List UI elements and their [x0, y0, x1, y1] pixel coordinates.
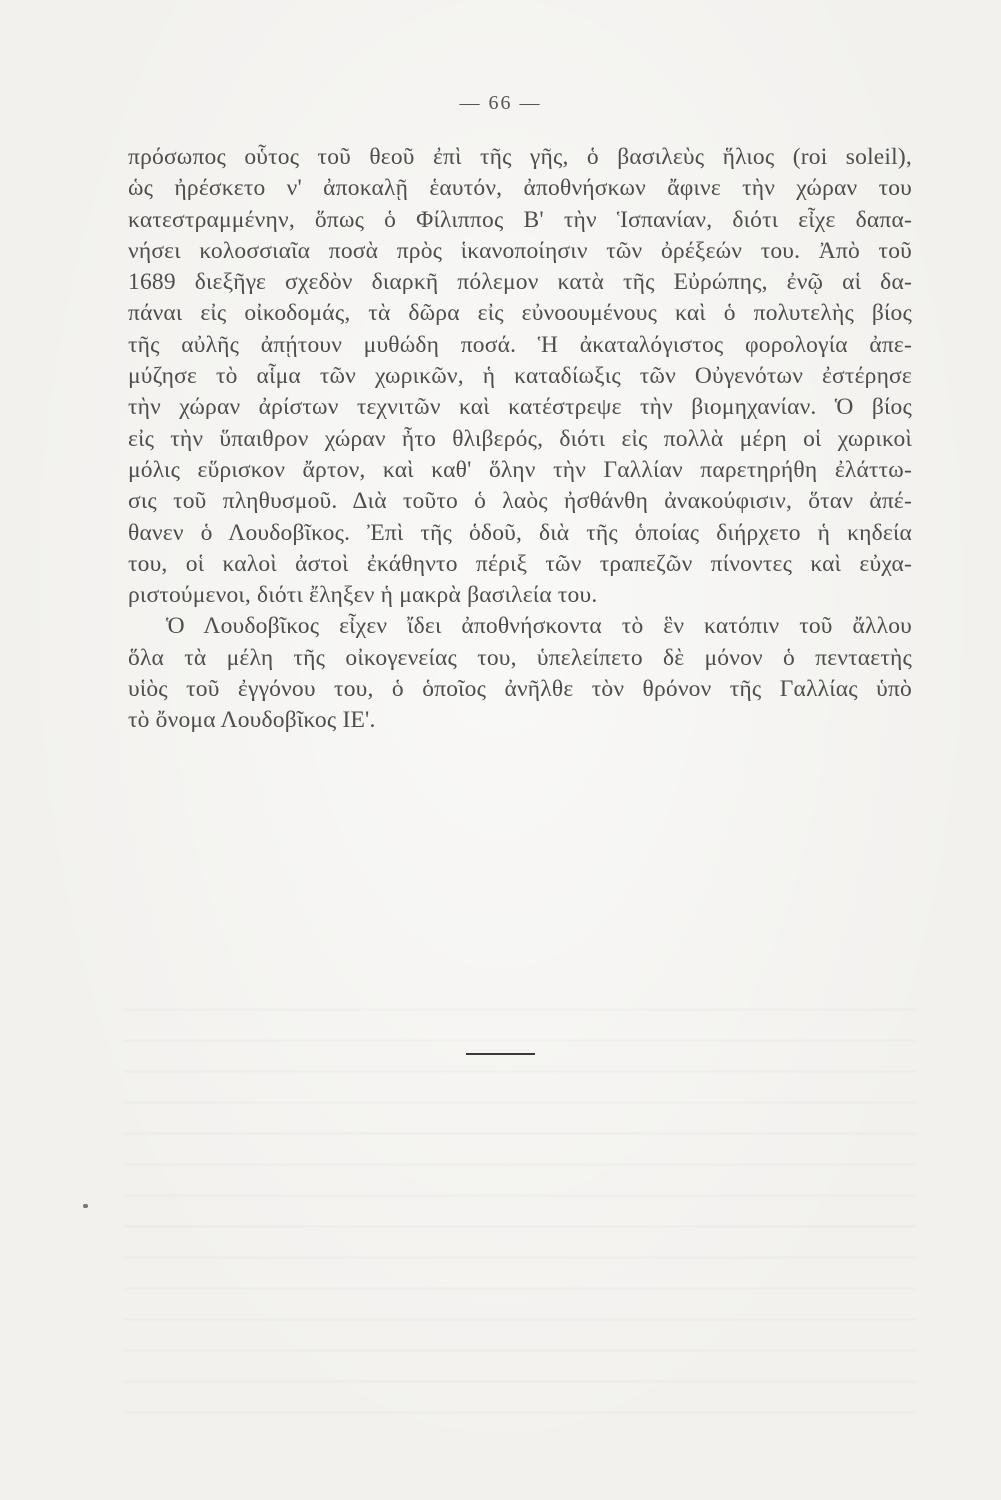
text-line: πάναι εἰς οἰκοδομάς, τὰ δῶρα εἰς εὐνοουμένους καὶ ὁ πολυτελὴς βίος	[128, 300, 912, 327]
text-line: ριστούμενοι, διότι ἔληξεν ἡ μακρὰ βασιλεία του.	[128, 582, 598, 609]
text-line: ὅλα τὰ μέλη τῆς οἰκογενείας του, ὑπελείπετο δὲ μόνον ὁ πενταετὴς	[128, 644, 912, 671]
section-divider	[466, 1053, 535, 1055]
show-through-text	[125, 990, 915, 1430]
text-line: ὡς ἠρέσκετο ν' ἀποκαλῇ ἑαυτόν, ἀποθνήσκων ἄφινε τὴν χώραν του	[128, 175, 912, 202]
page-number: — 66 —	[459, 92, 542, 114]
text-line: μόλις εὕρισκον ἄρτον, καὶ καθ' ὅλην τὴν Γαλλίαν παρετηρήθη ἐλάττω-	[128, 456, 912, 483]
text-line: νήσει κολοσσιαῖα ποσὰ πρὸς ἱκανοποίησιν τῶν ὀρέξεών του. Ἀπὸ τοῦ	[128, 237, 912, 264]
text-line: θανεν ὁ Λουδοβῖκος. Ἐπὶ τῆς ὁδοῦ, διὰ τῆς ὁποίας διήρχετο ἡ κηδεία	[128, 519, 912, 546]
text-line: 1689 διεξῆγε σχεδὸν διαρκῆ πόλεμον κατὰ τῆς Εὐρώπης, ἐνῷ αἱ δα-	[128, 269, 912, 296]
text-line: τὴν χώραν ἀρίστων τεχνιτῶν καὶ κατέστρεψε τὴν βιομηχανίαν. Ὁ βίος	[128, 394, 912, 421]
text-line: τὸ ὄνομα Λουδοβῖκος ΙΕ'.	[128, 707, 376, 734]
text-line: μύζησε τὸ αἷμα τῶν χωρικῶν, ἡ καταδίωξις τῶν Οὐγενότων ἐστέρησε	[128, 363, 912, 390]
text-line: σις τοῦ πληθυσμοῦ. Διὰ τοῦτο ὁ λαὸς ἠσθάνθη ἀνακούφισιν, ὅταν ἀπέ-	[128, 488, 912, 515]
text-line: Ὁ Λουδοβῖκος εἶχεν ἴδει ἀποθνήσκοντα τὸ ἓν κατόπιν τοῦ ἄλλου	[166, 613, 912, 640]
text-line: του, οἱ καλοὶ ἀστοὶ ἐκάθηντο πέριξ τῶν τραπεζῶν πίνοντες καὶ εὐχα-	[128, 550, 912, 577]
text-line: εἰς τὴν ὕπαιθρον χώραν ἦτο θλιβερός, διότι εἰς πολλὰ μέρη οἱ χωρικοὶ	[128, 425, 912, 452]
text-line: τῆς αὐλῆς ἀπῄτουν μυθώδη ποσά. Ἡ ἀκαταλόγιστος φορολογία ἀπε-	[128, 331, 912, 358]
body-text	[128, 142, 912, 737]
text-line: κατεστραμμένην, ὅπως ὁ Φίλιππος Β' τὴν Ἱσπανίαν, διότι εἶχε δαπα-	[128, 206, 912, 233]
text-line: υἱὸς τοῦ ἐγγόνου του, ὁ ὁποῖος ἀνῆλθε τὸν θρόνον τῆς Γαλλίας ὑπὸ	[128, 676, 912, 703]
text-line: πρόσωπος οὗτος τοῦ θεοῦ ἐπὶ τῆς γῆς, ὁ βασιλεὺς ἥλιος (roi soleil),	[128, 144, 912, 170]
paper-speck	[83, 1204, 88, 1208]
